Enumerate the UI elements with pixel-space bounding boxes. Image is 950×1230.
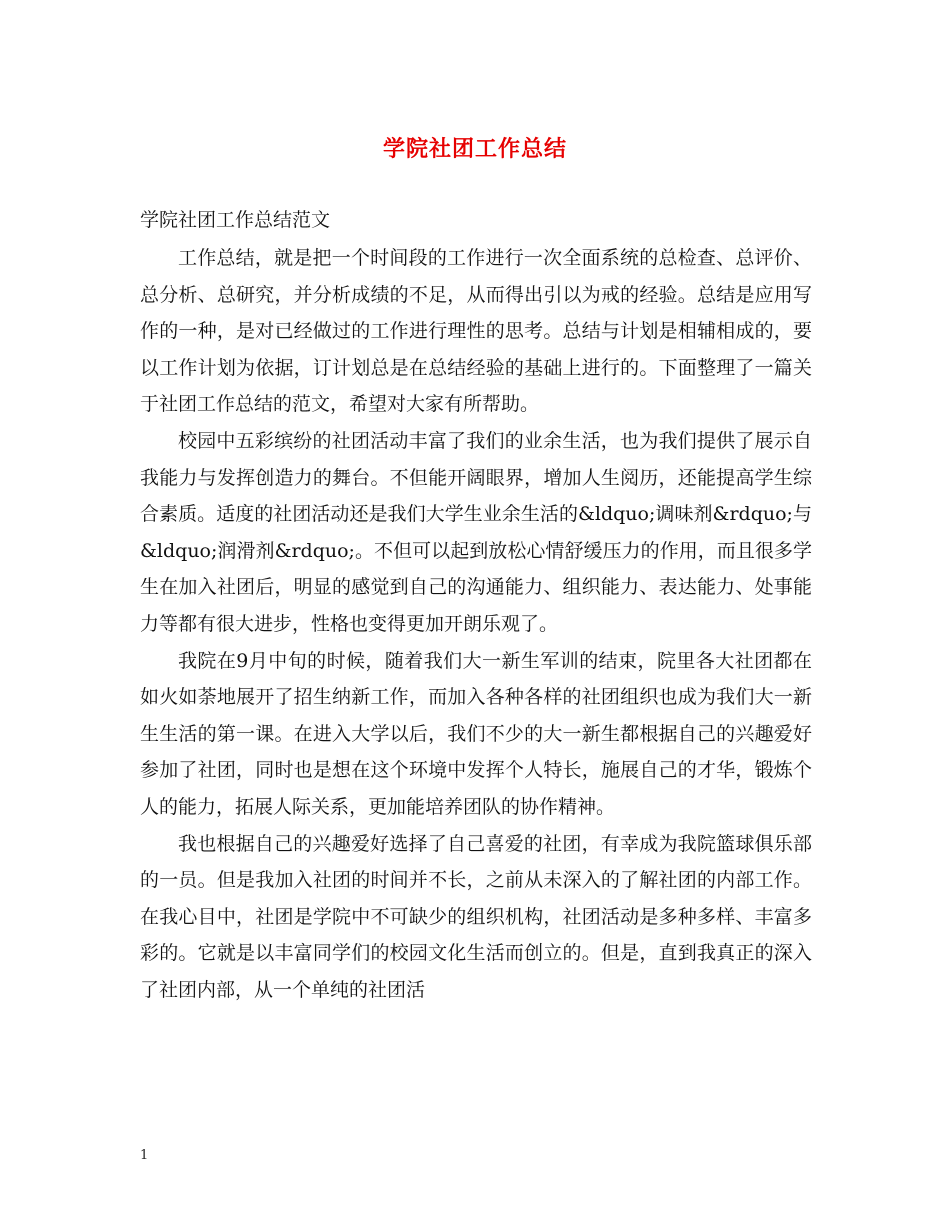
- page-number: 1: [140, 1148, 149, 1163]
- paragraph-2: 校园中五彩缤纷的社团活动丰富了我们的业余生活，也为我们提供了展示自我能力与发挥创造力的舞台。不但能开阔眼界，增加人生阅历，还能提高学生综合素质。适度的社团活动还是我们大学生业余生活的&ldquo;调味剂&rdquo;与&ldquo;润滑剂&rdquo;。不但可以起到放松心情舒缓压力的作用，而且很多学生在加入社团后，明显的感觉到自己的沟通能力、组织能力、表达能力、处事能力等都有很大进步，性格也变得更加开朗乐观了。: [140, 429, 812, 635]
- paragraph-3: 我院在9月中旬的时候，随着我们大一新生军训的结束，院里各大社团都在如火如荼地展开了招生纳新工作，而加入各种各样的社团组织也成为我们大一新生生活的第一课。在进入大学以后，我们不少的大一新生都根据自己的兴趣爱好参加了社团，同时也是想在这个环境中发挥个人特长，施展自己的才华，锻炼个人的能力，拓展人际关系，更加能培养团队的协作精神。: [140, 649, 812, 818]
- paragraph-1: 工作总结，就是把一个时间段的工作进行一次全面系统的总检查、总评价、总分析、总研究，并分析成绩的不足，从而得出引以为戒的经验。总结是应用写作的一种，是对已经做过的工作进行理性的思考。总结与计划是相辅相成的，要以工作计划为依据，订计划总是在总结经验的基础上进行的。下面整理了一篇关于社团工作总结的范文，希望对大家有所帮助。: [140, 247, 812, 416]
- document-subtitle: 学院社团工作总结范文: [140, 209, 331, 231]
- document-title: 学院社团工作总结: [382, 136, 567, 162]
- paragraph-4: 我也根据自己的兴趣爱好选择了自己喜爱的社团，有幸成为我院篮球俱乐部的一员。但是我加入社团的时间并不长，之前从未深入的了解社团的内部工作。在我心目中，社团是学院中不可缺少的组织机构，社团活动是多种多样、丰富多彩的。它就是以丰富同学们的校园文化生活而创立的。但是，直到我真正的深入了社团内部，从一个单纯的社团活: [140, 832, 812, 1001]
- document-body: [140, 240, 812, 1008]
